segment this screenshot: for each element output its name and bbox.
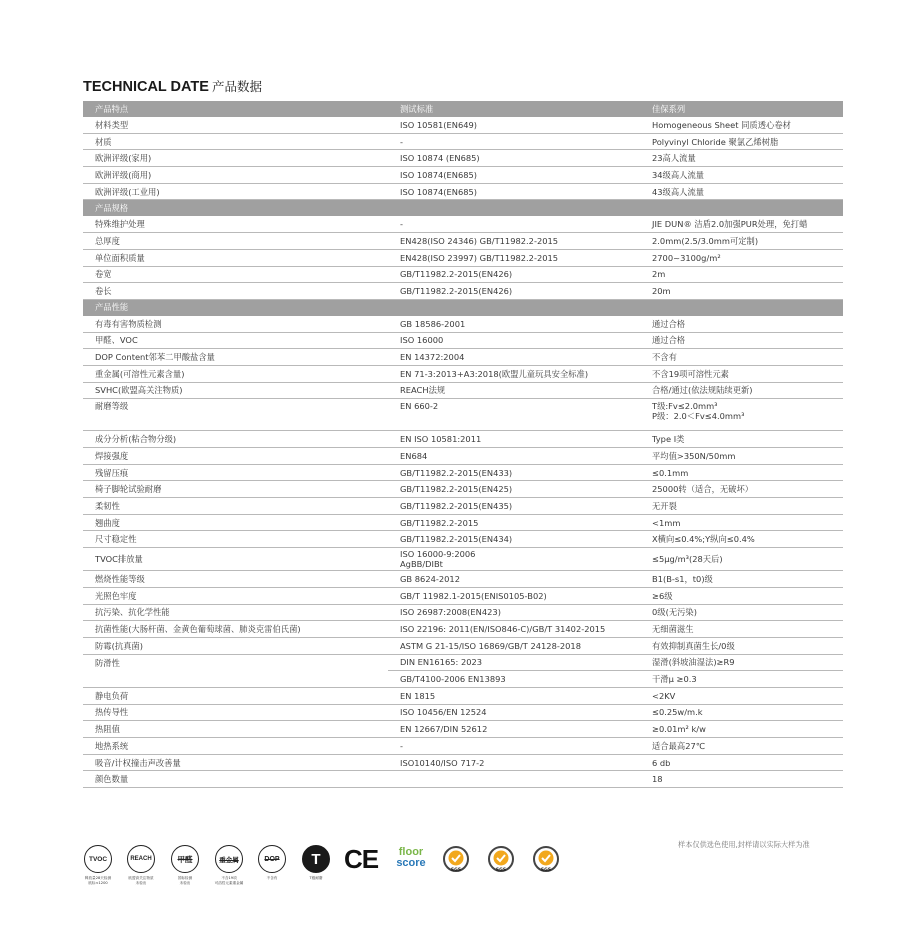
cell-standard: -: [388, 216, 640, 233]
cell-feature: 有毒有害物质检测: [83, 315, 388, 332]
table-row: [83, 133, 843, 150]
technical-data-table: [83, 101, 843, 788]
table-row: [83, 687, 843, 704]
cell-standard: EN684: [388, 448, 640, 465]
cell-value: B1(B-s1，t0)级: [640, 571, 843, 588]
table-row: [83, 382, 843, 399]
cell-feature: 防霉(抗真菌): [83, 637, 388, 654]
cell-value: 2700~3100g/m²: [640, 249, 843, 266]
cell-value: Homogeneous Sheet 同质透心卷材: [640, 117, 843, 134]
table-row: [83, 183, 843, 200]
cell-value: 18: [640, 771, 843, 788]
cell-standard: DIN EN16165: 2023: [388, 654, 640, 671]
cell-feature: 残留压痕: [83, 464, 388, 481]
cell-value: JIE DUN® 洁盾2.0加强PUR处理，免打蜡: [640, 216, 843, 233]
cell-value: <1mm: [640, 514, 843, 531]
cell-feature: 柔韧性: [83, 498, 388, 515]
table-row: [83, 365, 843, 382]
certification-icons: [83, 845, 583, 905]
cell-standard: REACH法规: [388, 382, 640, 399]
cell-value: 通过合格: [640, 332, 843, 349]
cell-value: ≤5μg/m³(28天后): [640, 548, 843, 571]
cell-standard: ISO10140/ISO 717-2: [388, 754, 640, 771]
table-row: [83, 249, 843, 266]
cell-feature: 欧洲评级(家用): [83, 150, 388, 167]
cell-standard: GB/T4100-2006 EN13893: [388, 671, 640, 688]
cell-value: 平均值>350N/50mm: [640, 448, 843, 465]
cell-value: Polyvinyl Chloride 聚氯乙烯树脂: [640, 133, 843, 150]
cell-value: 干滑μ ≥0.3: [640, 671, 843, 688]
cell-value: X横向≤0.4%;Y纵向≤0.4%: [640, 531, 843, 548]
table-row: [83, 621, 843, 638]
cell-standard: GB/T11982.2-2015(EN425): [388, 481, 640, 498]
table-row: [83, 531, 843, 548]
reach-icon: REACH 欧盟高关注物质 未检出: [126, 845, 156, 885]
table-row: [83, 464, 843, 481]
cell-feature: 卷长: [83, 283, 388, 300]
cell-feature: 甲醛、VOC: [83, 332, 388, 349]
cell-value: ≥0.01m² k/w: [640, 721, 843, 738]
cell-value: 有效抑制真菌生长/0级: [640, 637, 843, 654]
cell-feature: 单位面积质量: [83, 249, 388, 266]
t-grade-icon: T T级耐磨: [301, 845, 331, 881]
table-row: [83, 431, 843, 448]
table-row: [83, 498, 843, 515]
cell-standard: [388, 771, 640, 788]
section-label: 产品性能: [83, 299, 843, 315]
cell-value: 2m: [640, 266, 843, 283]
table-row: [83, 571, 843, 588]
cell-value: 34级高人流量: [640, 167, 843, 184]
table-row: [83, 283, 843, 300]
cell-feature: 抗菌性能(大肠杆菌、金黄色葡萄球菌、肺炎克雷伯氏菌): [83, 621, 388, 638]
cell-value: 20m: [640, 283, 843, 300]
cell-standard: GB/T11982.2-2015: [388, 514, 640, 531]
cell-feature: 材料类型: [83, 117, 388, 134]
cell-standard: ISO 10456/EN 12524: [388, 704, 640, 721]
cell-value: 25000转（适合，无破坏）: [640, 481, 843, 498]
cell-feature: 静电负荷: [83, 687, 388, 704]
cell-feature: DOP Content邻苯二甲酸盐含量: [83, 349, 388, 366]
cell-feature: 椅子脚轮试验耐磨: [83, 481, 388, 498]
cell-feature: 防滑性: [95, 657, 120, 668]
cell-standard: EN428(ISO 23997) GB/T11982.2-2015: [388, 249, 640, 266]
table-row: [83, 233, 843, 250]
table-header: [83, 101, 843, 117]
table-row: [83, 637, 843, 654]
cell-value: 湿滑(斜坡油湿法)≥R9: [640, 654, 843, 671]
cell-value: 0级(无污染): [640, 604, 843, 621]
table-row: [83, 654, 843, 671]
cell-feature: 尺寸稳定性: [83, 531, 388, 548]
table-row: [83, 671, 843, 688]
table-row: [83, 738, 843, 755]
cell-value: 23高人流量: [640, 150, 843, 167]
cell-feature: 焊接强度: [83, 448, 388, 465]
cell-feature: SVHC(欧盟高关注物质): [83, 382, 388, 399]
title-en: TECHNICAL DATE: [83, 79, 209, 95]
cell-feature: TVOC排放量: [83, 548, 388, 571]
cell-value: <2KV: [640, 687, 843, 704]
table-row: [83, 448, 843, 465]
cell-standard: EN 14372:2004: [388, 349, 640, 366]
cell-standard: EN 1815: [388, 687, 640, 704]
cell-feature: 热阻值: [83, 721, 388, 738]
cell-value: 6 db: [640, 754, 843, 771]
cell-value: 无开裂: [640, 498, 843, 515]
table-row: [83, 771, 843, 788]
cell-value: ≥6级: [640, 587, 843, 604]
cell-value: 合格/通过(依法规陆续更新): [640, 382, 843, 399]
formaldehyde-icon: 甲醛 国标检测 未检出: [170, 845, 200, 885]
table-row: [83, 587, 843, 604]
cell-feature: [83, 671, 388, 688]
cell-standard: GB/T 11982.1-2015(ENIS0105-B02): [388, 587, 640, 604]
sgs-badge-icon: SGS: [486, 845, 516, 873]
cell-standard: ASTM G 21-15/ISO 16869/GB/T 24128-2018: [388, 637, 640, 654]
cell-value: 适合最高27℃: [640, 738, 843, 755]
sgs-badge-icon: SGS: [531, 845, 561, 873]
heavy-metal-icon: 重金属 不含19项 可溶性元素重金属: [214, 845, 244, 885]
tvoc-icon: TVOC 释放量28天检测 欧标<1200: [83, 845, 113, 885]
cell-feature: 欧洲评级(工业用): [83, 183, 388, 200]
cell-feature: 成分分析(粘合物分级): [83, 431, 388, 448]
cell-feature: 抗污染、抗化学性能: [83, 604, 388, 621]
cell-feature: 地热系统: [83, 738, 388, 755]
cell-standard: GB 8624-2012: [388, 571, 640, 588]
cell-value: T级:Fv≤2.0mm³ P级：2.0＜Fv≤4.0mm³: [640, 399, 843, 431]
cell-feature: 颜色数量: [83, 771, 388, 788]
cell-value: 2.0mm(2.5/3.0mm可定制): [640, 233, 843, 250]
page-title: [83, 77, 262, 95]
cell-standard: EN 660-2: [388, 399, 640, 431]
title-cn: 产品数据: [211, 79, 262, 94]
ce-mark-icon: CE: [344, 844, 379, 874]
cell-standard: ISO 22196: 2011(EN/ISO846-C)/GB/T 31402-2015: [388, 621, 640, 638]
cell-feature: 光照色牢度: [83, 587, 388, 604]
cell-feature: 特殊维护处理: [83, 216, 388, 233]
cell-standard: GB/T11982.2-2015(EN435): [388, 498, 640, 515]
table-row: [83, 349, 843, 366]
cell-feature: 耐磨等级: [83, 399, 388, 431]
cell-feature: 材质: [83, 133, 388, 150]
cell-standard: EN428(ISO 24346) GB/T11982.2-2015: [388, 233, 640, 250]
dop-icon: DOP 不含有: [257, 845, 287, 881]
cell-feature: 总厚度: [83, 233, 388, 250]
cell-value: Type I类: [640, 431, 843, 448]
cell-value: 不含19项可溶性元素: [640, 365, 843, 382]
table-row: [83, 266, 843, 283]
cell-standard: GB 18586-2001: [388, 315, 640, 332]
cell-standard: ISO 26987:2008(EN423): [388, 604, 640, 621]
cell-standard: EN ISO 10581:2011: [388, 431, 640, 448]
floorscore-icon: floor score: [396, 846, 426, 869]
cell-feature: 燃烧性能等级: [83, 571, 388, 588]
cell-standard: ISO 16000: [388, 332, 640, 349]
cell-standard: EN 71-3:2013+A3:2018(欧盟儿童玩具安全标准): [388, 365, 640, 382]
table-row: [83, 332, 843, 349]
cell-feature: 重金属(可溶性元素含量): [83, 365, 388, 382]
cell-standard: GB/T11982.2-2015(EN434): [388, 531, 640, 548]
table-row: [83, 721, 843, 738]
cell-value: ≤0.25w/m.k: [640, 704, 843, 721]
section-label: 产品规格: [83, 200, 843, 216]
table-row: [83, 315, 843, 332]
cell-standard: ISO 10874(EN685): [388, 183, 640, 200]
cell-standard: GB/T11982.2-2015(EN426): [388, 266, 640, 283]
cell-standard: ISO 10874(EN685): [388, 167, 640, 184]
header-feature: 产品特点: [83, 101, 388, 117]
cell-standard: ISO 10581(EN649): [388, 117, 640, 134]
table-row: [83, 117, 843, 134]
cell-standard: -: [388, 738, 640, 755]
table-row: [83, 150, 843, 167]
header-series: 佳保系列: [640, 101, 843, 117]
table-row: [83, 754, 843, 771]
cell-value: 43级高人流量: [640, 183, 843, 200]
header-standard: 测试标准: [388, 101, 640, 117]
cell-standard: EN 12667/DIN 52612: [388, 721, 640, 738]
cell-feature: 欧洲评级(商用): [83, 167, 388, 184]
table-row: [83, 481, 843, 498]
cell-standard: GB/T11982.2-2015(EN426): [388, 283, 640, 300]
cell-standard: ISO 16000-9:2006 AgBB/DIBt: [388, 548, 640, 571]
table-row: [83, 216, 843, 233]
cell-standard: ISO 10874 (EN685): [388, 150, 640, 167]
table-row: [83, 604, 843, 621]
cell-standard: -: [388, 133, 640, 150]
table-row: [83, 548, 843, 571]
section-header: [83, 299, 843, 315]
cell-value: 无细菌滋生: [640, 621, 843, 638]
sample-note: 样本仅供选色使用,封样请以实际大样为准: [678, 840, 810, 849]
table-row: [83, 704, 843, 721]
cell-feature: 吸音/计权撞击声改善量: [83, 754, 388, 771]
cell-feature: 卷宽: [83, 266, 388, 283]
cell-standard: GB/T11982.2-2015(EN433): [388, 464, 640, 481]
cell-value: 通过合格: [640, 315, 843, 332]
cell-value: ≤0.1mm: [640, 464, 843, 481]
sgs-badge-icon: SGS: [441, 845, 471, 873]
cell-value: 不含有: [640, 349, 843, 366]
section-header: [83, 200, 843, 216]
cell-feature: 翘曲度: [83, 514, 388, 531]
table-row: [83, 399, 843, 431]
cell-feature: 热传导性: [83, 704, 388, 721]
table-row: [83, 514, 843, 531]
table-row: [83, 167, 843, 184]
